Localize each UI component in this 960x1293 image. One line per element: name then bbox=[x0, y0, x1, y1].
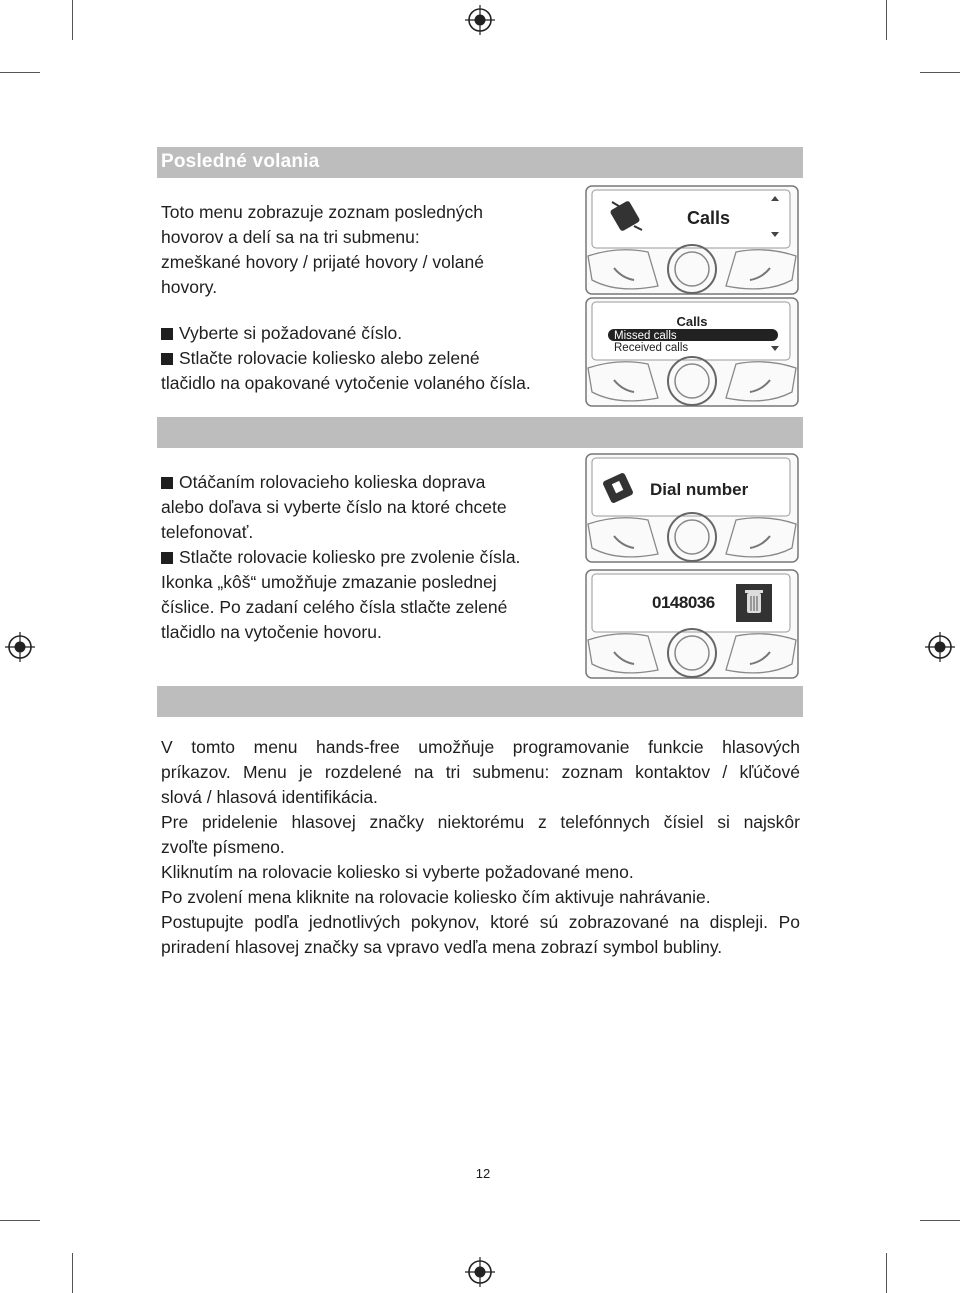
phone-display-calls bbox=[584, 184, 800, 296]
paragraph-line: slová / hlasová identifikácia. bbox=[161, 787, 378, 807]
crop-mark bbox=[0, 1220, 40, 1221]
paragraph-line: telefonovať. bbox=[161, 522, 254, 542]
paragraph-line: hovory. bbox=[161, 277, 218, 297]
paragraph-line: hovorov a delí sa na tri submenu: bbox=[161, 227, 420, 247]
phone-display-number-entry bbox=[584, 568, 800, 680]
bullet-square-icon bbox=[161, 328, 173, 340]
trash-icon bbox=[736, 584, 772, 622]
bullet-item: Stlačte rolovacie koliesko pre zvolenie čísla. bbox=[161, 545, 581, 570]
bullet-square-icon bbox=[161, 353, 173, 365]
paragraph-line: V tomto menu hands-free umožňuje programovanie funkcie hlasových bbox=[161, 737, 800, 757]
bullet-item: Vyberte si požadované číslo. bbox=[161, 321, 581, 346]
crop-mark bbox=[920, 72, 960, 73]
paragraph-line: Pre pridelenie hlasovej značky niektorému z telefónnych čísiel si najskôr bbox=[161, 812, 800, 832]
list-item-selected: Missed calls bbox=[614, 330, 677, 342]
bullet-square-icon bbox=[161, 477, 173, 489]
paragraph-line: Postupujte podľa jednotlivých pokynov, ktoré sú zobrazované na displeji. Po bbox=[161, 912, 800, 932]
list-item: Received calls bbox=[614, 342, 689, 354]
page-number: 12 bbox=[475, 1166, 491, 1181]
crop-mark bbox=[920, 1220, 960, 1221]
dialed-number: 0148036 bbox=[652, 593, 715, 612]
screen-title: Dial number bbox=[650, 480, 749, 499]
registration-mark-icon bbox=[5, 632, 35, 662]
crop-mark bbox=[886, 1253, 887, 1293]
section1-text bbox=[161, 200, 581, 396]
paragraph-line: príkazov. Menu je rozdelené na tri submenu: zoznam kontaktov / kľúčové bbox=[161, 762, 800, 782]
paragraph-line: tlačidlo na vytočenie hovoru. bbox=[161, 622, 382, 642]
registration-mark-icon bbox=[925, 632, 955, 662]
phone-display-dial-number bbox=[584, 452, 800, 564]
section-header-bar bbox=[157, 147, 803, 178]
paragraph-line: zmeškané hovory / prijaté hovory / volané bbox=[161, 252, 484, 272]
section2-text bbox=[161, 470, 581, 645]
paragraph-line: Po zvolení mena kliknite na rolovacie koliesko čím aktivuje nahrávanie. bbox=[161, 887, 711, 907]
list-header: Calls bbox=[676, 314, 708, 329]
crop-mark bbox=[72, 0, 73, 40]
crop-mark bbox=[0, 72, 40, 73]
paragraph-line: číslice. Po zadaní celého čísla stlačte zelené bbox=[161, 597, 508, 617]
bullet-item: Otáčaním rolovacieho kolieska doprava bbox=[161, 470, 581, 495]
registration-mark-icon bbox=[465, 1257, 495, 1287]
paragraph-line: Kliknutím na rolovacie koliesko si vyberte požadované meno. bbox=[161, 862, 634, 882]
registration-mark-icon bbox=[465, 5, 495, 35]
bullet-square-icon bbox=[161, 552, 173, 564]
paragraph-line: tlačidlo na opakované vytočenie volaného čísla. bbox=[161, 373, 531, 393]
section3-text bbox=[161, 735, 800, 960]
crop-mark bbox=[72, 1253, 73, 1293]
paragraph-line: zvoľte písmeno. bbox=[161, 837, 285, 857]
section-title: Posledné volania bbox=[161, 151, 320, 172]
bullet-item: Stlačte rolovacie koliesko alebo zelené bbox=[161, 346, 581, 371]
phone-display-calls-list bbox=[584, 296, 800, 408]
screen-title: Calls bbox=[687, 208, 731, 228]
paragraph-line: priradení hlasovej značky sa vpravo vedľa mena zobrazí symbol bubliny. bbox=[161, 937, 723, 957]
paragraph-line: Ikonka „kôš“ umožňuje zmazanie poslednej bbox=[161, 572, 497, 592]
section-header-bar bbox=[157, 686, 803, 717]
section-header-bar bbox=[157, 417, 803, 448]
crop-mark bbox=[886, 0, 887, 40]
paragraph-line: Toto menu zobrazuje zoznam posledných bbox=[161, 202, 483, 222]
paragraph-line: alebo doľava si vyberte číslo na ktoré chcete bbox=[161, 497, 507, 517]
